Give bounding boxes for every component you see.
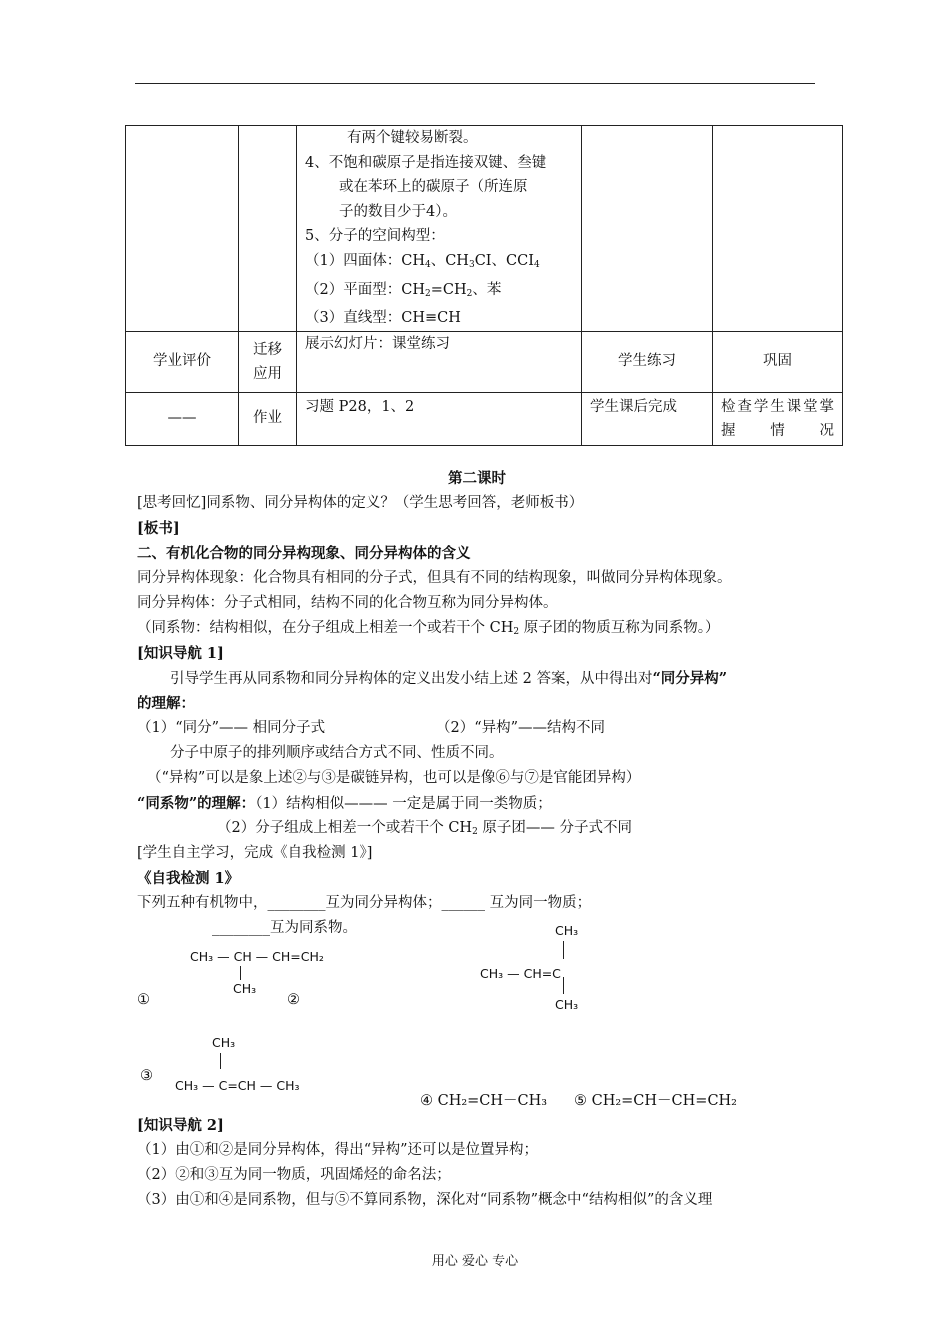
structure-3: CH₃ — C=CH — CH₃ bbox=[175, 1078, 300, 1093]
table-row bbox=[126, 392, 843, 445]
homolog-understanding-2: （2）分子组成上相差一个或若干个 $CH_2$ 原子团—— 分子式不同 bbox=[217, 820, 633, 837]
table-cell: 展示幻灯片：课堂练习 bbox=[297, 331, 582, 392]
label-3: ③ bbox=[140, 1068, 153, 1084]
table-cell: 学生课后完成 bbox=[582, 392, 713, 445]
knowledge-nav-2: [知识导航 2] bbox=[137, 1117, 224, 1134]
geometry-planar: （2）平面型：$CH_2=CH_2$、苯 bbox=[305, 281, 502, 299]
text-line: 分子中原子的排列顺序或结合方式不同、性质不同。 bbox=[170, 745, 504, 761]
bond-line bbox=[240, 966, 241, 980]
bond-line bbox=[563, 941, 564, 959]
text-line: 4、不饱和碳原子是指连接双键、叁键 bbox=[305, 154, 547, 171]
board-tag: [板书] bbox=[137, 520, 180, 537]
table-cell: 作业 bbox=[239, 392, 297, 445]
bond-line bbox=[220, 1053, 221, 1069]
geometry-linear: （3）直线型：CH≡CH bbox=[305, 310, 461, 327]
structure-2-bottom: CH₃ bbox=[555, 997, 579, 1012]
self-check-title: 《自我检测 1》 bbox=[137, 870, 240, 887]
structure-5: ⑤ CH₂=CH－CH=CH₂ bbox=[574, 1093, 737, 1109]
table-cell: 学业评价 bbox=[126, 331, 239, 392]
structure-1-branch: CH₃ bbox=[233, 981, 257, 996]
question-line: ________互为同系物。 bbox=[212, 920, 357, 936]
text-line: （“异构”可以是象上述②与③是碳链异构，也可以是像⑥与⑦是官能团异构） bbox=[147, 770, 641, 786]
table-cell bbox=[239, 126, 297, 332]
table-cell: 巩固 bbox=[713, 331, 843, 392]
label-2: ② bbox=[287, 992, 300, 1008]
bond-line bbox=[563, 977, 564, 994]
homolog-understanding: “同系物”的理解：（1）结构相似——— 一定是属于同一类物质； bbox=[137, 795, 552, 812]
self-study: [学生自主学习，完成《自我检测 1》] bbox=[137, 845, 373, 861]
page-footer: 用心 爱心 专心 bbox=[431, 1254, 519, 1269]
lesson-table bbox=[125, 125, 843, 446]
text-line: 有两个键较易断裂。 bbox=[347, 130, 478, 146]
table-cell: 检查学生课堂掌握情况 bbox=[713, 392, 843, 445]
nav2-item: （1）由①和②是同分异构体，得出“异构”还可以是位置异构； bbox=[137, 1142, 539, 1158]
question-line: 下列五种有机物中，________互为同分异构体；______ 互为同一物质； bbox=[137, 895, 592, 911]
table-cell-content bbox=[297, 126, 582, 332]
understanding-tongfen: （1）“同分”—— 相同分子式 bbox=[137, 720, 326, 736]
table-cell: —— bbox=[126, 392, 239, 445]
structure-2: CH₃ — CH=C bbox=[480, 966, 561, 981]
guide-text: 引导学生再从同系物和同分异构体的定义出发小结上述 2 答案，从中得出对“同分异构” bbox=[170, 670, 728, 687]
structure-3-top: CH₃ bbox=[212, 1035, 236, 1050]
table-cell bbox=[126, 126, 239, 332]
structure-1: CH₃ — CH — CH=CH₂ bbox=[190, 949, 324, 964]
table-row bbox=[126, 331, 843, 392]
nav2-item: （2）②和③互为同一物质，巩固烯烃的命名法； bbox=[137, 1167, 451, 1183]
text-line: 子的数目少于4）。 bbox=[339, 203, 457, 220]
definition-homolog: （同系物：结构相似，在分子组成上相差一个或若干个 $CH_2$ 原子团的物质互称为同系物。） bbox=[137, 620, 720, 637]
knowledge-nav-1: [知识导航 1] bbox=[137, 645, 224, 662]
text-line: 或在苯环上的碳原子（所连原 bbox=[339, 179, 528, 196]
table-cell: 迁移应用 bbox=[239, 331, 297, 392]
geometry-tetrahedral: （1）四面体：$CH_4$、$CH_3CI$、$CCI_4$ bbox=[305, 252, 540, 270]
nav2-item: （3）由①和④是同系物，但与⑤不算同系物，深化对“同系物”概念中“结构相似”的含义理 bbox=[137, 1192, 713, 1208]
definition-isomer: 同分异构体：分子式相同，结构不同的化合物互称为同分异构体。 bbox=[137, 595, 558, 611]
understanding-yigou: （2）“异构”——结构不同 bbox=[436, 720, 606, 736]
heading: 二、有机化合物的同分异构现象、同分异构体的含义 bbox=[137, 545, 471, 562]
guide-text-end: 的理解： bbox=[137, 695, 195, 712]
structure-4: ④ CH₂=CH－CH₃ bbox=[420, 1093, 548, 1109]
table-cell bbox=[713, 126, 843, 332]
table-cell bbox=[582, 126, 713, 332]
think-recall: [思考回忆]同系物、同分异构体的定义？（学生思考回答，老师板书） bbox=[137, 495, 584, 511]
definition-isomerism: 同分异构体现象：化合物具有相同的分子式，但具有不同的结构现象，叫做同分异构体现象。 bbox=[137, 570, 732, 586]
header-rule bbox=[135, 83, 815, 84]
table-row bbox=[126, 126, 843, 332]
section-title: 第二课时 bbox=[448, 470, 506, 487]
label-1: ① bbox=[137, 992, 150, 1008]
table-cell: 学生练习 bbox=[582, 331, 713, 392]
text-line: 5、分子的空间构型： bbox=[305, 228, 445, 245]
structure-2-top: CH₃ bbox=[555, 923, 579, 938]
table-cell: 习题 P28，1、2 bbox=[297, 392, 582, 445]
